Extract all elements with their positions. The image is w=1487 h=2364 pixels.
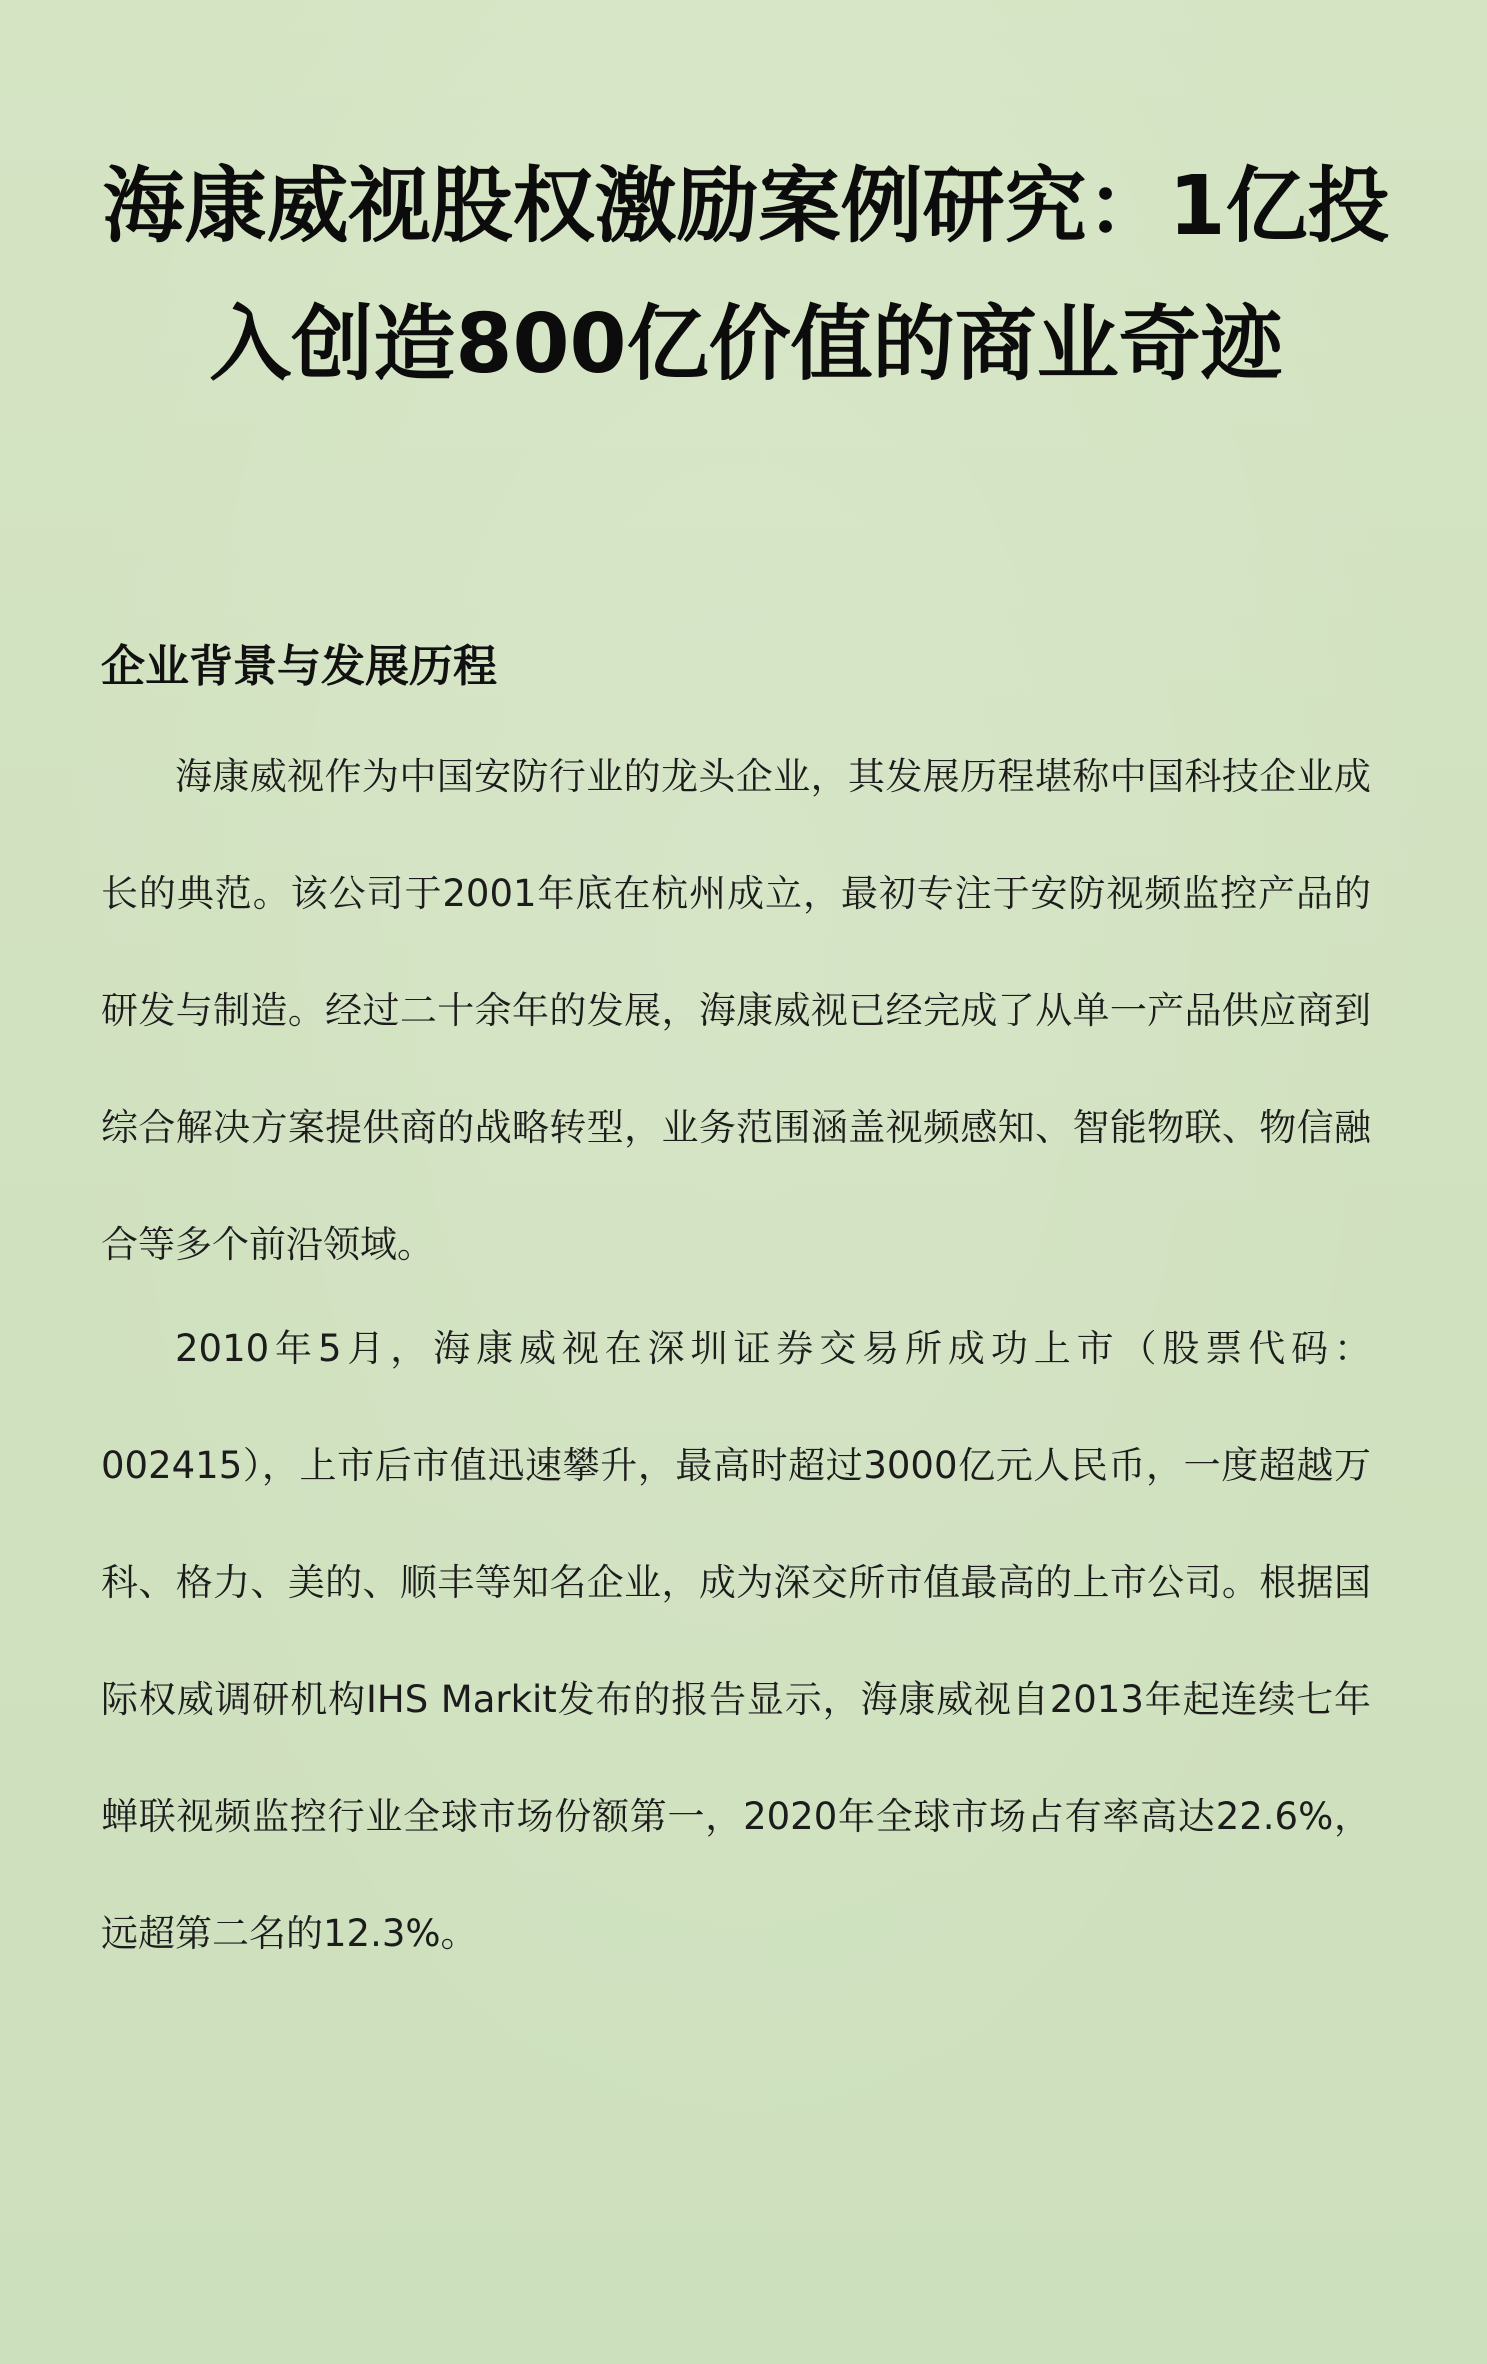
paragraph-listing-and-market-share: 2010年5月，海康威视在深圳证券交易所成功上市（股票代码：002415），上市后市值迅速攀升，最高时超过3000亿元人民币，一度超越万科、格力、美的、顺丰等知名企业，成为深交所市值最高的上市公司。根据国际权威调研机构IHS Markit发布的报告显示，海康威视自2013年起连续七年蝉联视频监控行业全球市场份额第一，2020年全球市场占有率高达22.6%，远超第二名的12.3%。 — [101, 1327, 1371, 1955]
section-heading: 企业背景与发展历程 — [101, 641, 497, 692]
paragraph-company-background: 海康威视作为中国安防行业的龙头企业，其发展历程堪称中国科技企业成长的典范。该公司于2001年底在杭州成立，最初专注于安防视频监控产品的研发与制造。经过二十余年的发展，海康威视已经完成了从单一产品供应商到综合解决方案提供商的战略转型，业务范围涵盖视频感知、智能物联、物信融合等多个前沿领域。 — [101, 755, 1371, 1266]
document-title: 海康威视股权激励案例研究：1亿投入创造800亿价值的商业奇迹 — [102, 159, 1390, 392]
